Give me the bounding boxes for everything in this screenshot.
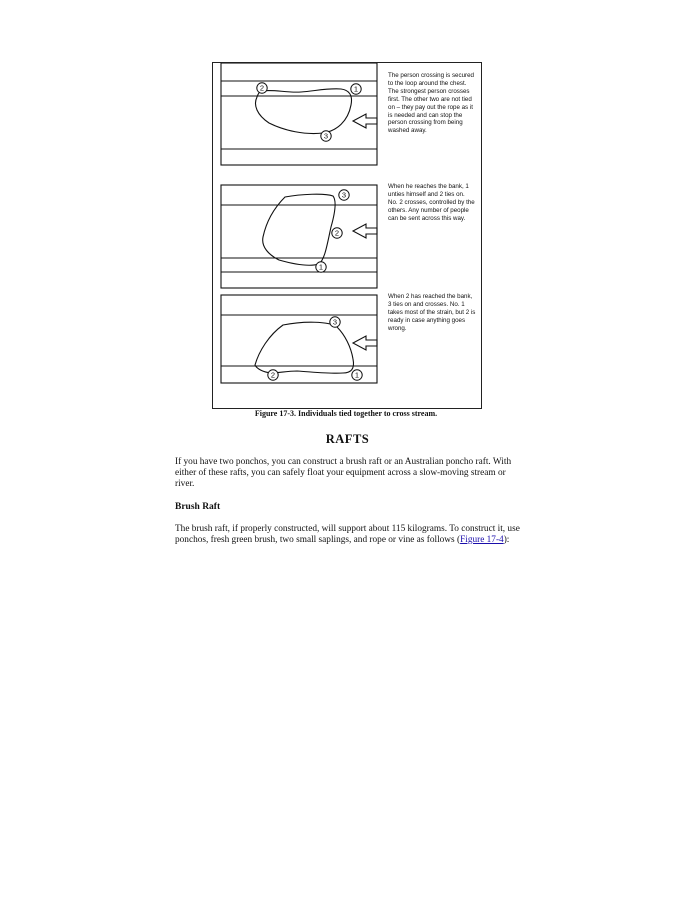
panel-3-arrow (353, 336, 377, 350)
intro-paragraph: If you have two ponchos, you can construct a brush raft or an Australian poncho raft. With either of these rafts, you can safely float your equipment across a slow-moving stream or river. (175, 457, 512, 489)
brush-raft-tail: ): (503, 534, 510, 545)
panel-2-description: When he reaches the bank, 1 unties himself and 2 ties on. No. 2 crosses, controlled by the others. Any number of people can be sent across this way. (388, 183, 475, 222)
subheading: Brush Raft (175, 502, 221, 512)
panel-3-description: When 2 has reached the bank, 3 ties on and crosses. No. 1 takes most of the strain, but 2 is ready in case anything goes wrong. (388, 293, 476, 332)
figure-17-4-link[interactable]: Figure 17-4 (460, 534, 504, 545)
panel-1-marker-1: 1 (353, 84, 359, 94)
panel-1-marker-3: 3 (323, 131, 329, 141)
panel-2-marker-1: 1 (318, 262, 324, 272)
panel-2-marker-3: 3 (341, 190, 347, 200)
panel-3-marker-1: 1 (354, 370, 360, 380)
brush-raft-text: The brush raft, if properly constructed, will support about 115 kilograms. To construct it, use ponchos, fresh green brush, two small saplings, and rope or vine as follows ( (175, 524, 520, 545)
panel-3-marker-3: 3 (332, 317, 338, 327)
panel-1-arrow (353, 114, 377, 128)
panel-2-marker-2: 2 (334, 228, 340, 238)
figure-caption: Figure 17-3. Individuals tied together to cross stream. (254, 409, 438, 418)
panel-1-marker-2: 2 (259, 83, 265, 93)
section-heading: RAFTS (325, 432, 370, 446)
panel-1-frame (221, 63, 377, 165)
figure-17-3 (212, 62, 482, 409)
panel-3-marker-2: 2 (270, 370, 276, 380)
panel-3-frame (221, 295, 377, 383)
panel-1-description: The person crossing is secured to the loop around the chest. The strongest person crosses first. The other two are not tied on – they pay out the rope as it is needed and can stop the person crossing from being washed away. (388, 72, 474, 135)
panel-2-arrow (353, 224, 377, 238)
participant-markers (257, 83, 362, 380)
brush-raft-paragraph (175, 524, 520, 546)
